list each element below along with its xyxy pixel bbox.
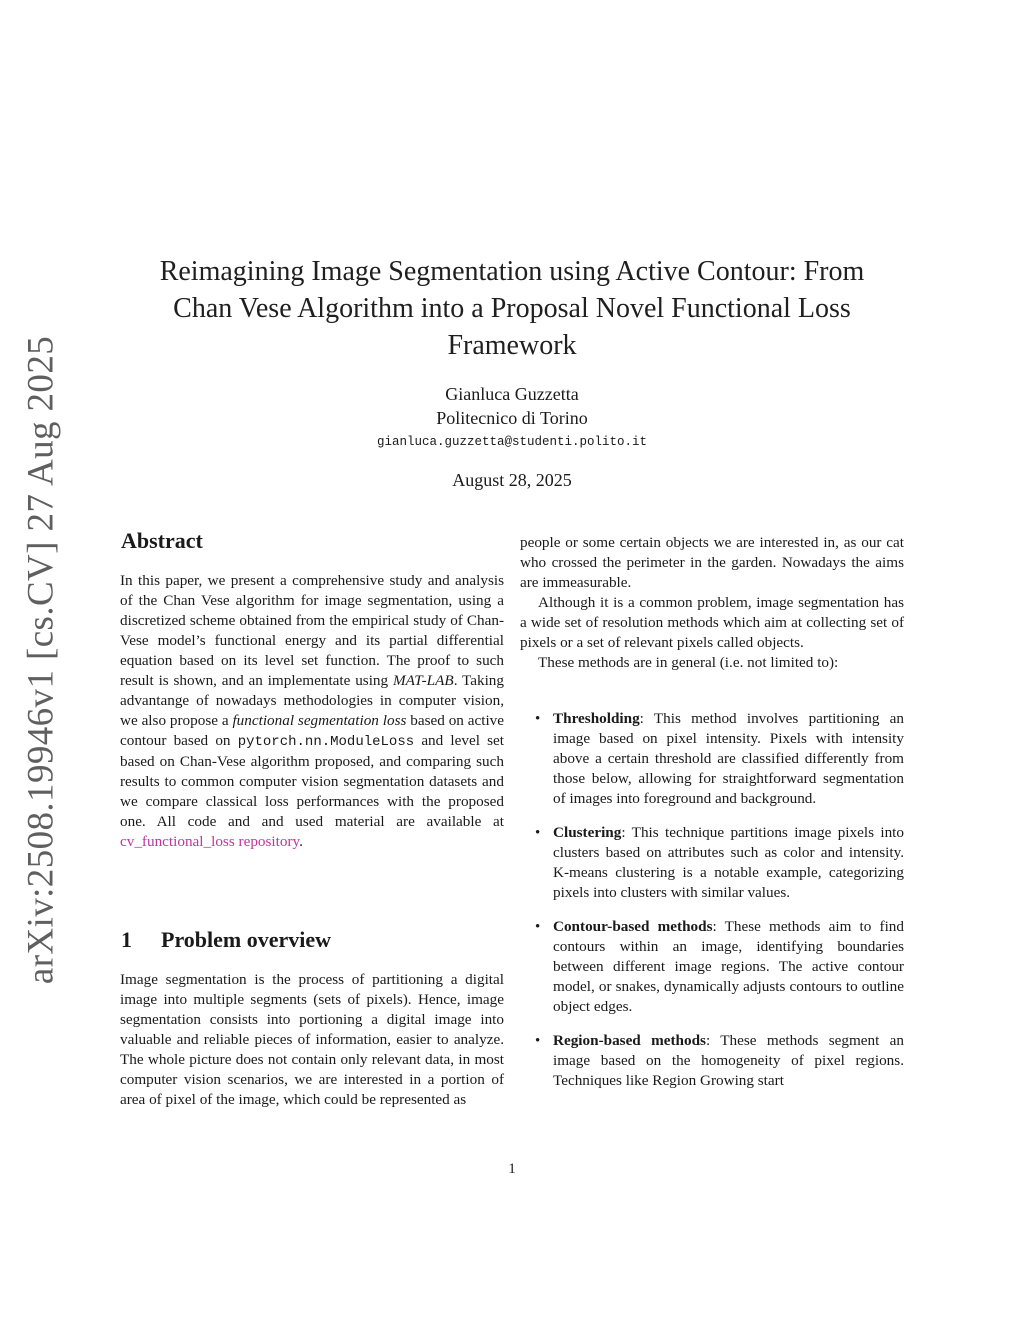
arxiv-identifier: arXiv:2508.19946v1 [cs.CV] 27 Aug 2025 — [20, 335, 62, 985]
method-name: Contour-based methods — [553, 918, 713, 935]
paper-title — [140, 253, 884, 364]
bullet-icon: • — [535, 919, 541, 935]
section-heading — [121, 926, 331, 954]
abstract-body — [120, 571, 504, 852]
repository-link[interactable]: cv_functional_loss repository — [120, 833, 300, 850]
abstract-text: In this paper, we present a comprehensive study and analysis of the Chan Vese algorithm for image segmentation, using a discretized scheme obtained from the empirical study of Chan-Vese model’s functional energy and its partial differential equation based on its level set function. The proof to such result is shown, and an implementate using — [120, 572, 504, 689]
methods-list — [520, 709, 904, 1091]
bullet-icon: • — [535, 711, 541, 727]
method-description: : These methods aim to find contours within an image, identifying boundaries between different image regions. The active contour model, or snakes, dynamically adjusts contours to outline object edges. — [553, 918, 904, 1015]
module-loss-code: pytorch.nn.ModuleLoss — [237, 734, 415, 750]
functional-loss-term: functional segmentation loss — [232, 712, 407, 729]
bullet-icon: • — [535, 1033, 541, 1049]
list-item — [520, 709, 904, 809]
title-line: Framework — [447, 330, 577, 361]
right-column-text — [520, 533, 904, 673]
abstract-text: and level set based on Chan-Vese algorithm proposed, and comparing such results to common computer vision segmentation datasets and we compare classical loss performances with the proposed one. All code and and used material are available at — [120, 732, 504, 830]
title-line: Reimagining Image Segmentation using Active Contour: From — [159, 256, 865, 287]
abstract-text: based on active contour based on — [120, 712, 504, 749]
list-spacer — [520, 903, 904, 917]
matlab-term: MAT-LAB — [392, 672, 454, 689]
abstract-text: . — [299, 833, 303, 850]
paragraph-text: Although it is a common problem, image segmentation has a wide set of resolution methods which aim at collecting set of pixels or a set of relevant pixels called objects. — [520, 594, 904, 651]
abstract-text: . Taking advantange of nowadays methodologies in computer vision, we also propose a — [120, 672, 504, 729]
paper-date: August 28, 2025 — [452, 470, 572, 490]
page-number: 1 — [508, 1161, 516, 1177]
method-name: Clustering — [553, 824, 622, 841]
paragraph-text: people or some certain objects we are interested in, as our cat who crossed the perimeter in the garden. Nowadays the aims are immeasurable. — [520, 534, 904, 591]
abstract-heading: Abstract — [121, 528, 203, 553]
list-spacer — [520, 809, 904, 823]
author-name: Gianluca Guzzetta — [445, 384, 579, 404]
author-email[interactable]: gianluca.guzzetta@studenti.polito.it — [376, 435, 648, 449]
author-affiliation: Politecnico di Torino — [436, 408, 588, 428]
paragraph-text: Image segmentation is the process of partitioning a digital image into multiple segments (sets of pixels). Hence, image segmentation consists into portioning a digital image into valuable and reliable pieces of information, easier to analyze. The whole picture does not contain only relevant data, in most computer vision scenarios, we are interested in a portion of area of pixel of the image, which could be represented as — [120, 971, 504, 1108]
method-name: Thresholding — [553, 710, 640, 727]
title-line: Chan Vese Algorithm into a Proposal Novel Functional Loss — [173, 293, 851, 324]
list-item — [520, 917, 904, 1017]
list-item — [520, 1031, 904, 1091]
list-spacer — [520, 1017, 904, 1031]
bullet-icon: • — [535, 825, 541, 841]
method-description: : This technique partitions image pixels into clusters based on attributes such as color and intensity. K-means clustering is a notable example, categorizing pixels into clusters with similar values. — [553, 824, 904, 901]
problem-paragraph — [120, 970, 504, 1110]
section-title: Problem overview — [161, 927, 332, 952]
paragraph-text: These methods are in general (i.e. not limited to): — [538, 654, 839, 671]
section-number: 1 — [121, 927, 132, 952]
method-description: : These methods segment an image based on the homogeneity of pixel regions. Techniques like Region Growing start — [553, 1032, 905, 1089]
list-item — [520, 823, 904, 903]
method-description: : This method involves partitioning an image based on pixel intensity. Pixels with intensity above a certain threshold are classified differently from those below, allowing for straightforward segmentation of images into foreground and background. — [553, 710, 904, 807]
method-name: Region-based methods — [553, 1032, 706, 1049]
